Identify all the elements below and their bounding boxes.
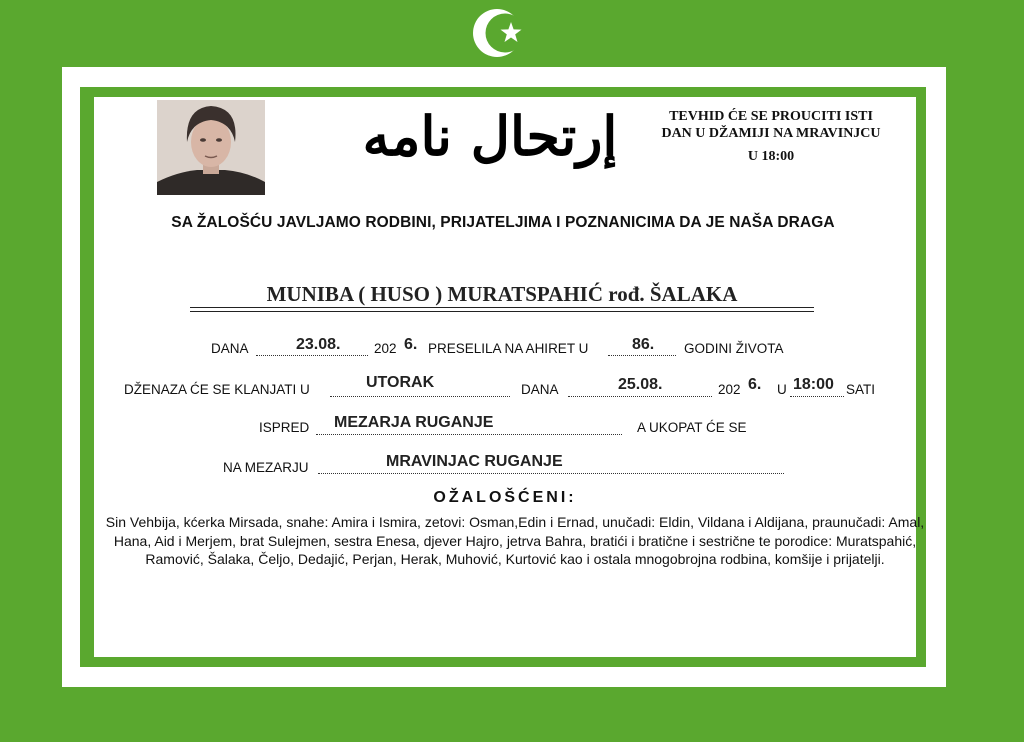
- dotted-line: [318, 473, 784, 474]
- death-date: 23.08.: [296, 336, 341, 353]
- mezarje-label: NA MEZARJU: [223, 460, 309, 475]
- tevhid-line-2: DAN U DŽAMIJI NA MRAVINJCU: [661, 126, 881, 141]
- preselila-label: PRESELILA NA AHIRET U: [428, 341, 589, 356]
- year-prefix-2: 202: [718, 382, 741, 397]
- year-digit-2: 6.: [748, 376, 762, 393]
- sati-label: SATI: [846, 382, 876, 397]
- deceased-name: MUNIBA ( HUSO ) MURATSPAHIĆ rođ. ŠALAKA: [266, 282, 738, 306]
- crescent-star-icon: [472, 6, 526, 60]
- dzenaza-label: DŽENAZA ĆE SE KLANJATI U: [124, 382, 310, 397]
- dotted-line: [608, 355, 676, 356]
- deceased-photo: [157, 100, 265, 195]
- dotted-line: [256, 355, 368, 356]
- arabic-title: إرتحال نامه: [362, 104, 618, 168]
- name-underline: [190, 307, 814, 308]
- dotted-line: [330, 396, 510, 397]
- u-label: U: [777, 382, 787, 397]
- dotted-line: [790, 396, 844, 397]
- year-prefix: 202: [374, 341, 397, 356]
- godini-label: GODINI ŽIVOTA: [684, 341, 784, 356]
- funeral-day: UTORAK: [366, 374, 435, 391]
- announcement: SA ŽALOŠĆU JAVLJAMO RODBINI, PRIJATELJIMA I POZNANICIMA DA JE NAŠA DRAGA: [171, 214, 835, 231]
- ukopat-label: A UKOPAT ĆE SE: [637, 420, 747, 435]
- year-digit: 6.: [404, 336, 418, 353]
- tevhid-time: U 18:00: [747, 149, 795, 164]
- name-underline-double: [190, 311, 814, 312]
- funeral-date: 25.08.: [618, 376, 663, 393]
- dotted-line: [568, 396, 712, 397]
- cemetery-name: MRAVINJAC RUGANJE: [386, 453, 563, 470]
- tevhid-notice: [628, 108, 914, 165]
- dotted-line: [316, 434, 622, 435]
- mourners-title: OŽALOŠĆENI:: [433, 489, 577, 506]
- funeral-time: 18:00: [793, 376, 834, 393]
- tevhid-line-1: TEVHID ĆE SE PROUCITI ISTI: [669, 109, 873, 124]
- dana-label-2: DANA: [521, 382, 559, 397]
- dana-label: DANA: [211, 341, 249, 356]
- ispred-location: MEZARJA RUGANJE: [334, 414, 494, 431]
- mourners-list: Sin Vehbija, kćerka Mirsada, snahe: Amira i Ismira, zetovi: Osman,Edin i Ernad, unučadi: Eldin, Vildana i Aldijana, praunučadi: Amal, Hana, Aid i Merjem, brat Sulejmen, sestra Enesa, djever Hajro, jetrva Bahra, bratići i bratične i sestrične te porodice: Muratspahić, Ramović, Šalaka, Čeljo, Dedajić, Perjan, Herak, Muhović, Kurtović kao i ostala mnogobrojna rodbina, komšije i prijatelji.: [105, 514, 925, 567]
- age: 86.: [632, 336, 655, 353]
- ispred-label: ISPRED: [259, 420, 310, 435]
